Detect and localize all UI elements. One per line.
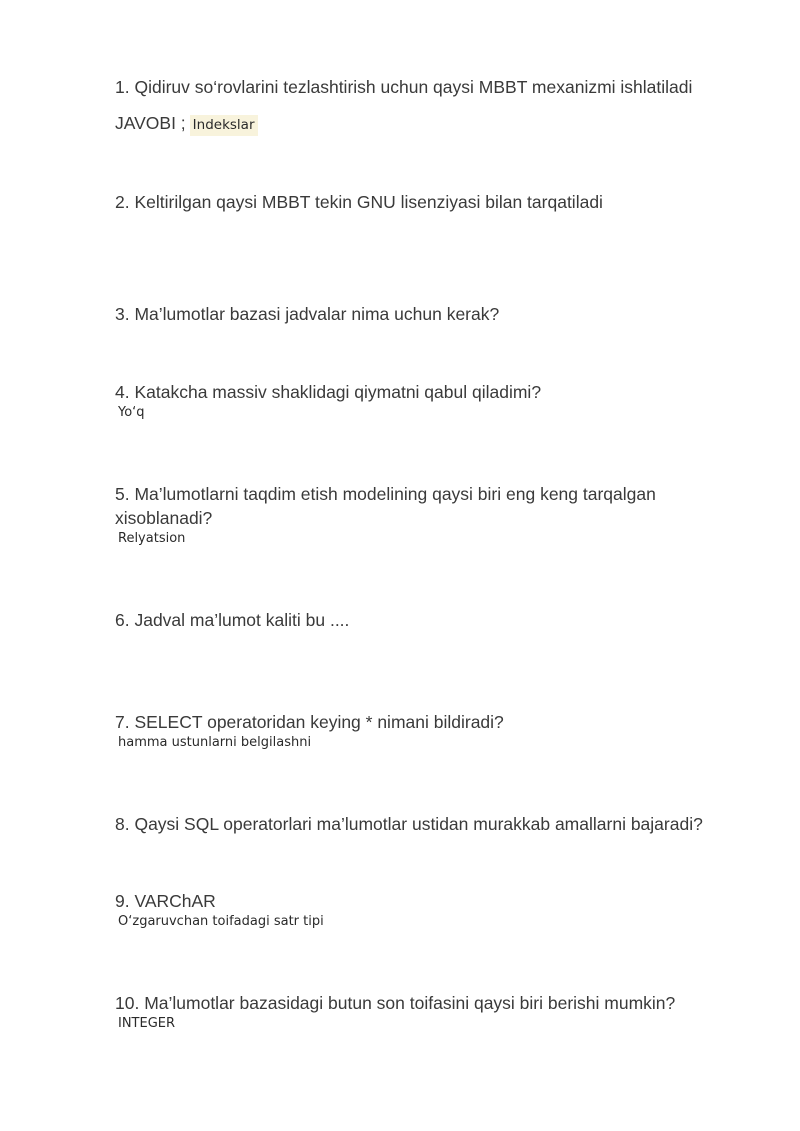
question-10: 10. Ma’lumotlar bazasidagi butun son toifasini qaysi biri berishi mumkin? xyxy=(115,993,676,1013)
answer-9: O‘zgaruvchan toifadagi satr tipi xyxy=(118,914,324,929)
answer-1-line xyxy=(115,113,258,134)
question-3: 3. Ma’lumotlar bazasi jadvalar nima uchun kerak? xyxy=(115,304,500,324)
answer-5: Relyatsion xyxy=(118,531,186,546)
question-8: 8. Qaysi SQL operatorlari ma’lumotlar ustidan murakkab amallarni bajaradi? xyxy=(115,814,703,834)
answer-10: INTEGER xyxy=(118,1016,176,1031)
question-1: 1. Qidiruv so‘rovlarini tezlashtirish uchun qaysi MBBT mexanizmi ishlatiladi xyxy=(115,77,693,97)
question-4: 4. Katakcha massiv shaklidagi qiymatni qabul qiladimi? xyxy=(115,382,542,402)
answer-1-highlight: Indekslar xyxy=(190,115,258,136)
answer-label: JAVOBI ; xyxy=(115,113,186,133)
question-9: 9. VARChAR xyxy=(115,891,216,911)
answer-4: Yo‘q xyxy=(118,405,145,420)
question-5: 5. Ma’lumotlarni taqdim etish modelining qaysi biri eng keng tarqalgan xisoblanadi? xyxy=(115,484,656,528)
question-6: 6. Jadval ma’lumot kaliti bu .... xyxy=(115,610,350,630)
answer-7: hamma ustunlarni belgilashni xyxy=(118,735,312,750)
question-2: 2. Keltirilgan qaysi MBBT tekin GNU lisenziyasi bilan tarqatiladi xyxy=(115,192,603,212)
question-7: 7. SELECT operatoridan keying * nimani bildiradi? xyxy=(115,712,504,732)
